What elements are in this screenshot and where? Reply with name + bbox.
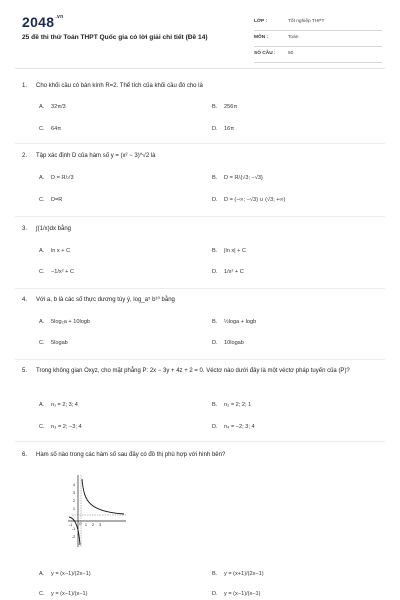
question-separator	[15, 441, 385, 442]
exam-meta	[254, 17, 382, 65]
option-b[interactable]: B. y = (x+1)/(2x−1)	[212, 571, 264, 577]
option-c[interactable]: C. y = (x−1)/(x−1)	[39, 591, 88, 597]
y-tick-4: 4	[73, 483, 75, 487]
question-5: 5. Trong không gian Oxyz, cho mặt phẳng P: 2x − 3y + 4z + 2 = 0. Véctơ nào dưới đây là một véctơ pháp tuyến của (P)? A. n₁ = 2; 3; 4 B. n₂ = 2; 2; 1 C. n₃ = 2; −3; 4 D. n₄ = −2; 3; 4	[22, 368, 350, 430]
document-header	[22, 14, 382, 66]
question-3: 3. ∫(1/x)dx bằng A. ln x + C B. |ln x| + C C. −1/x² + C D. 1/x² + C	[22, 226, 247, 275]
option-d[interactable]: D. 10logab	[212, 340, 244, 346]
x-tick-3: 3	[99, 523, 101, 527]
meta-row-socau: SỐ CÂU : 50	[254, 49, 382, 63]
x-tick-2: 2	[92, 523, 94, 527]
option-c[interactable]: C. D=R	[39, 197, 63, 203]
option-a[interactable]: A. 5log₂a + 10logb	[39, 319, 91, 325]
y-tick-neg1: -1	[72, 527, 76, 531]
x-tick-neg1: -1	[69, 523, 73, 527]
option-d[interactable]: D. 16π	[212, 126, 235, 132]
y-tick-1: 1	[73, 507, 75, 511]
option-a[interactable]: A. ln x + C	[39, 248, 71, 254]
x-tick-1: 1	[85, 523, 87, 527]
origin-label: O	[79, 522, 82, 526]
option-a[interactable]: A. y = (x−1)/(2x−1)	[39, 571, 91, 577]
option-b[interactable]: B. D = ℝ\{√3; −√3}	[212, 175, 263, 181]
option-c[interactable]: C. n₃ = 2; −3; 4	[39, 424, 82, 430]
y-tick-2: 2	[73, 499, 75, 503]
option-b[interactable]: B. 256π	[212, 104, 238, 110]
option-d[interactable]: D. 1/x² + C	[212, 269, 244, 275]
option-a[interactable]: A. 32π/3	[39, 104, 66, 110]
meta-row-mon: MÔN : Toán	[254, 33, 382, 47]
option-b[interactable]: B. |ln x| + C	[212, 248, 247, 254]
site-logo[interactable]: $2048^{.vn}$	[22, 14, 64, 30]
question-separator	[15, 359, 385, 360]
option-b[interactable]: B. n₂ = 2; 2; 1	[212, 402, 252, 408]
function-graph	[68, 475, 126, 547]
question-4: 4. Với a, b là các số thực dương tùy ý, log_a⁵ b¹⁰ bằng A. 5log₂a + 10logb B. ½loga + logb C. 5logab D. 10logab	[22, 297, 257, 346]
header-divider	[15, 68, 385, 69]
option-d[interactable]: D. n₄ = −2; 3; 4	[212, 424, 255, 430]
question-6: 6. Hàm số nào trong các hàm số sau đây có đồ thị phù hợp với hình bên? A. y = (x−1)/(2x−1) B. y = (x+1)/(2x−1) C. y = (x−1)/(x−1) D. y = (x−1)/(x−1)	[22, 452, 264, 597]
option-a[interactable]: A. D = ℝ\√3	[39, 175, 74, 181]
question-separator	[15, 216, 385, 217]
curve-right-branch	[82, 479, 124, 514]
exam-title: 25 đề thi thử Toán THPT Quốc gia có lời giải chi tiết (Đề 14)	[22, 34, 208, 41]
option-a[interactable]: A. n₁ = 2; 3; 4	[39, 402, 78, 408]
option-b[interactable]: B. ½loga + logb	[212, 319, 257, 325]
option-c[interactable]: C. −1/x² + C	[39, 269, 75, 275]
question-2: 2. Tập xác định D của hàm số y = (x² − 3)^√2 là A. D = ℝ\√3 B. D = ℝ\{√3; −√3} C. D=R D. D = (−∞; −√3) ∪ (√3; +∞)	[22, 153, 286, 203]
option-d[interactable]: D. D = (−∞; −√3) ∪ (√3; +∞)	[212, 197, 286, 203]
option-c[interactable]: C. 64π	[39, 126, 62, 132]
y-tick-neg2: -2	[72, 535, 76, 539]
y-tick-3: 3	[73, 491, 75, 495]
option-d[interactable]: D. y = (x−1)/(x−1)	[212, 591, 261, 597]
question-1: 1. Cho khối cầu có bán kính R=2. Thể tích của khối cầu đó cho là A. 32π/3 B. 256π C. 64π D. 16π	[22, 83, 238, 132]
question-separator	[15, 288, 385, 289]
meta-row-lop: LỚP : Tốt nghiệp THPT	[254, 17, 382, 31]
question-separator	[15, 143, 385, 144]
option-c[interactable]: C. 5logab	[39, 340, 68, 346]
